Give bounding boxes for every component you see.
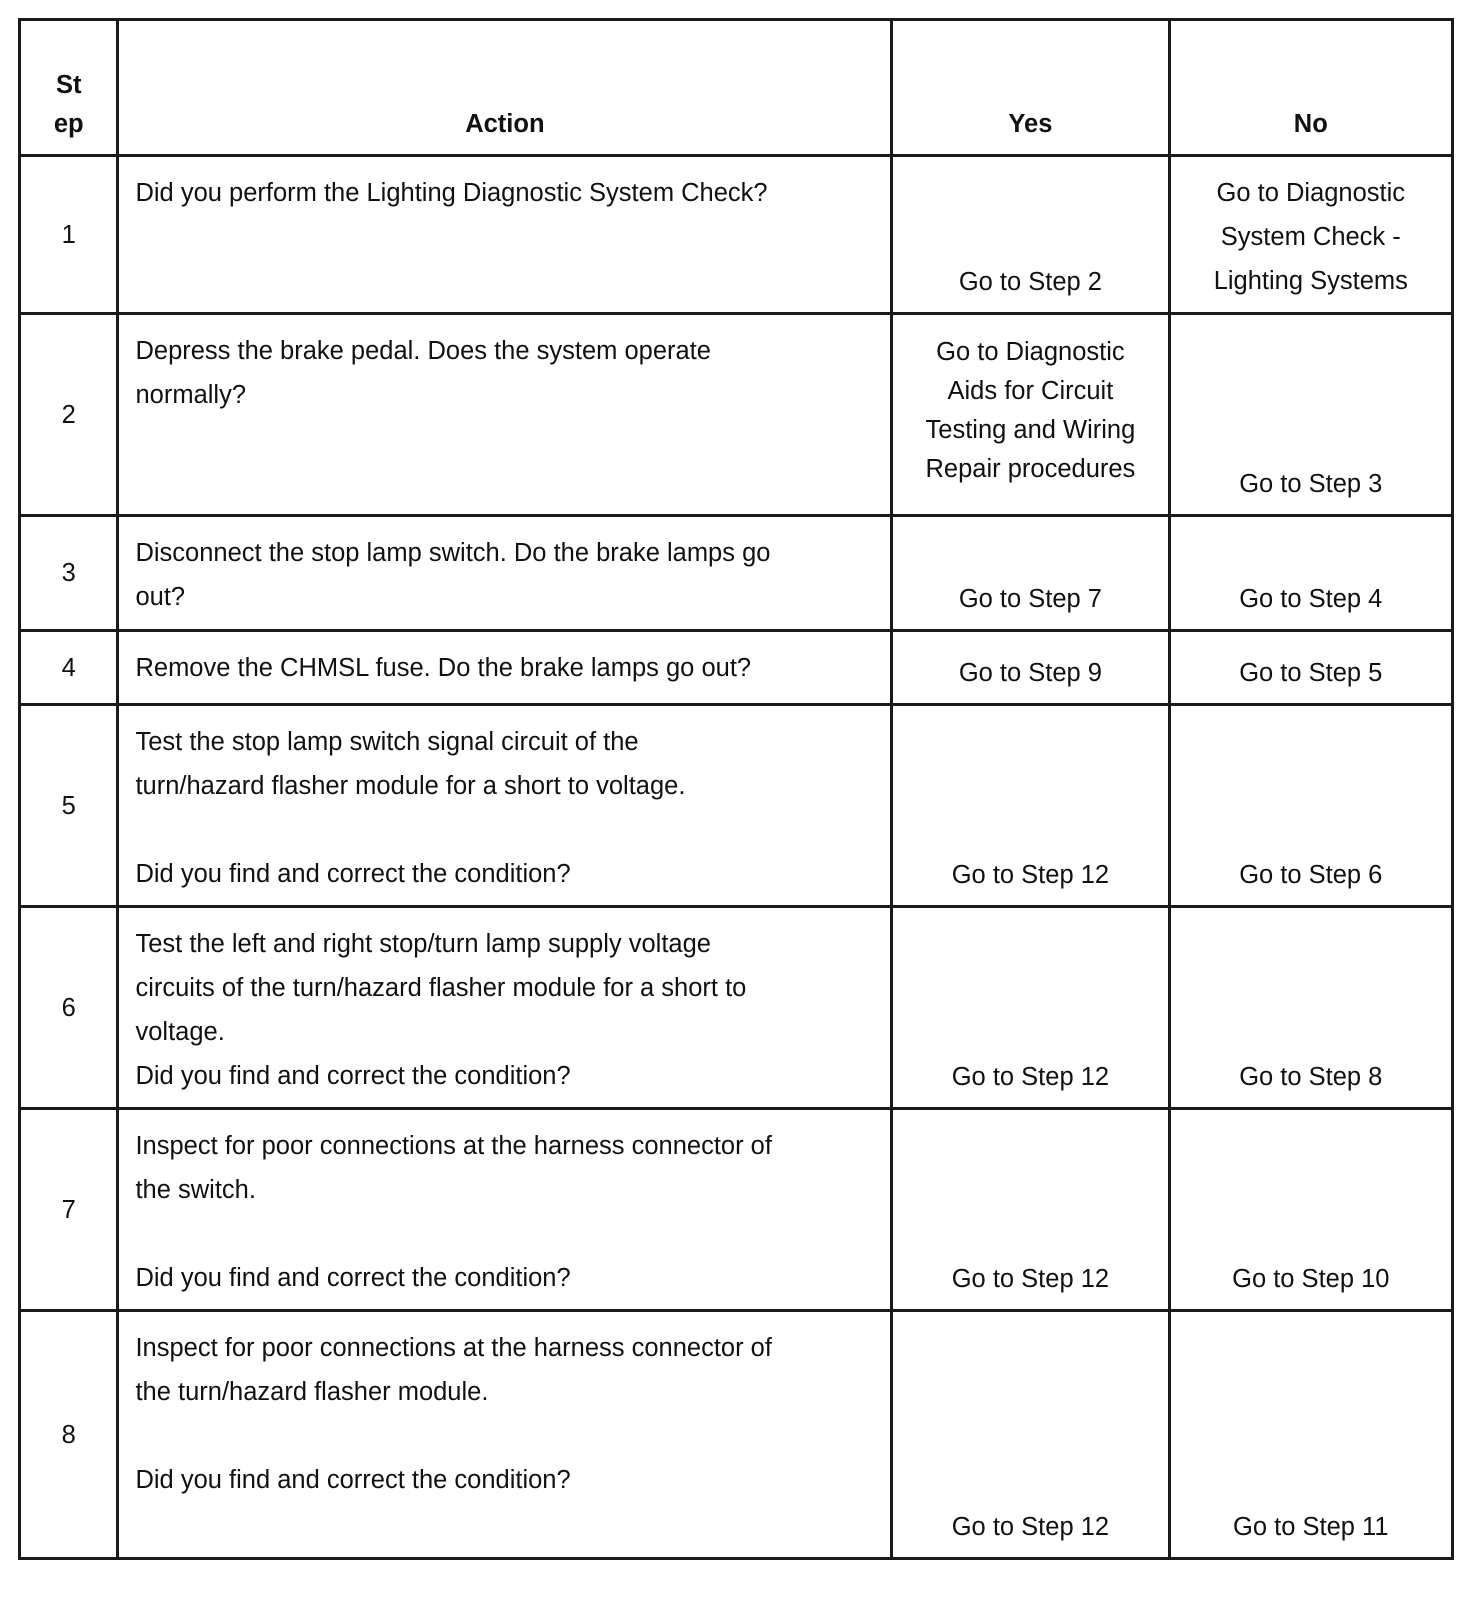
table-row <box>20 1109 1453 1311</box>
diagnostic-table <box>18 18 1454 1560</box>
no-result: Go to Step 4 <box>1169 516 1452 631</box>
header-row <box>20 20 1453 156</box>
yes-line: Go to Diagnostic <box>936 338 1125 366</box>
step-number: 5 <box>20 705 118 907</box>
yes-result: Go to Step 9 <box>892 631 1169 705</box>
no-result: Go to Step 10 <box>1169 1109 1452 1311</box>
yes-result: Go to Step 12 <box>892 907 1169 1109</box>
no-result: Go to Step 8 <box>1169 907 1452 1109</box>
yes-result <box>892 314 1169 516</box>
no-result: Go to Step 6 <box>1169 705 1452 907</box>
header-step <box>20 20 118 156</box>
no-result: Go to Step 5 <box>1169 631 1452 705</box>
action-line: the switch. <box>135 1176 256 1204</box>
yes-result: Go to Step 12 <box>892 1311 1169 1559</box>
blank-line <box>135 808 872 852</box>
blank-line <box>135 1414 872 1458</box>
action-line: Did you perform the Lighting Diagnostic System Check? <box>135 179 768 207</box>
step-number: 6 <box>20 907 118 1109</box>
action-line: Test the left and right stop/turn lamp supply voltage <box>135 930 711 958</box>
yes-result: Go to Step 12 <box>892 705 1169 907</box>
step-number: 7 <box>20 1109 118 1311</box>
no-result: Go to Step 3 <box>1169 314 1452 516</box>
action-line: Did you find and correct the condition? <box>135 1466 571 1494</box>
header-no: No <box>1169 20 1452 156</box>
action-line: Depress the brake pedal. Does the system operate <box>135 337 711 365</box>
action-line: Did you find and correct the condition? <box>135 860 571 888</box>
no-line: Go to Diagnostic <box>1216 179 1406 207</box>
action-text <box>118 1311 892 1559</box>
table-row <box>20 907 1453 1109</box>
action-text <box>118 1109 892 1311</box>
action-line: circuits of the turn/hazard flasher module for a short to <box>135 974 747 1002</box>
header-step-line1: St <box>55 71 82 99</box>
no-result <box>1169 156 1452 314</box>
header-step-line2: ep <box>53 110 84 138</box>
action-text <box>118 705 892 907</box>
action-line: Inspect for poor connections at the harness connector of <box>135 1132 772 1160</box>
action-text <box>118 631 892 705</box>
action-text <box>118 907 892 1109</box>
action-line: the turn/hazard flasher module. <box>135 1378 489 1406</box>
step-number: 3 <box>20 516 118 631</box>
action-text <box>118 516 892 631</box>
yes-line: Repair procedures <box>925 455 1136 483</box>
table-row <box>20 516 1453 631</box>
blank-line <box>135 1212 872 1256</box>
action-line: Remove the CHMSL fuse. Do the brake lamps go out? <box>135 654 752 682</box>
yes-line: Testing and Wiring <box>925 416 1136 444</box>
table-row <box>20 631 1453 705</box>
table-row <box>20 314 1453 516</box>
table-row <box>20 705 1453 907</box>
yes-result: Go to Step 7 <box>892 516 1169 631</box>
step-number: 4 <box>20 631 118 705</box>
no-line: Lighting Systems <box>1213 267 1408 295</box>
action-line: out? <box>135 583 186 611</box>
no-line: System Check - <box>1220 223 1401 251</box>
action-line: Did you find and correct the condition? <box>135 1062 571 1090</box>
action-line: Test the stop lamp switch signal circuit of the <box>135 728 639 756</box>
yes-result: Go to Step 12 <box>892 1109 1169 1311</box>
action-line: normally? <box>135 381 247 409</box>
action-line: Did you find and correct the condition? <box>135 1264 571 1292</box>
yes-line: Aids for Circuit <box>947 377 1114 405</box>
header-yes: Yes <box>892 20 1169 156</box>
no-result: Go to Step 11 <box>1169 1311 1452 1559</box>
step-number: 2 <box>20 314 118 516</box>
yes-result: Go to Step 2 <box>892 156 1169 314</box>
table-row <box>20 1311 1453 1559</box>
header-action: Action <box>118 20 892 156</box>
table-row <box>20 156 1453 314</box>
action-line: voltage. <box>135 1018 225 1046</box>
step-number: 1 <box>20 156 118 314</box>
step-number: 8 <box>20 1311 118 1559</box>
action-text <box>118 314 892 516</box>
action-line: turn/hazard flasher module for a short to voltage. <box>135 772 686 800</box>
action-line: Disconnect the stop lamp switch. Do the brake lamps go <box>135 539 771 567</box>
action-text <box>118 156 892 314</box>
action-line: Inspect for poor connections at the harness connector of <box>135 1334 772 1362</box>
